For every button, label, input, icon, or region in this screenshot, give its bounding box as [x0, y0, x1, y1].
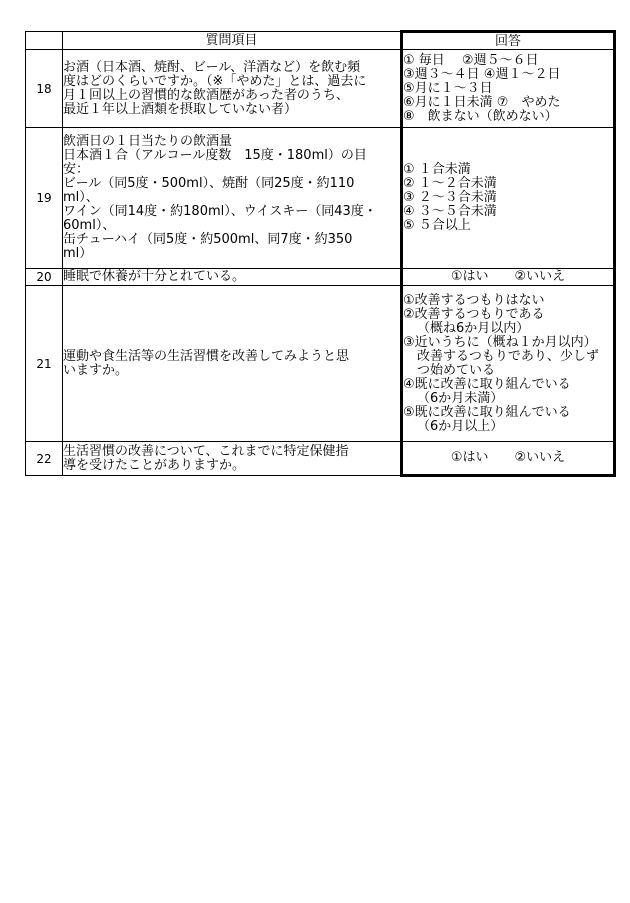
question-line: ワイン（同14度・約180ml）、ウイスキー（同43度・ [63, 204, 377, 219]
question-text [63, 50, 402, 128]
question-row-18 [26, 50, 615, 128]
question-line: 度はどのくらいですか。（※「やめた」とは、過去に [63, 73, 367, 89]
answer-option: ②改善するつもりである [403, 306, 545, 322]
answer-options [402, 286, 615, 442]
question-line: 月１回以上の習慣的な飲酒歴があった者のうち、 [63, 87, 349, 103]
question-line: ml） [63, 246, 93, 261]
header-answer: 回答 [402, 32, 615, 50]
question-line: お酒（日本酒、焼酎、ビール、洋酒など）を飲む頻 [63, 59, 361, 75]
answer-option: ① 毎日 ②週５～６日 [403, 52, 539, 68]
question-number: 20 [26, 269, 63, 286]
header-question: 質問項目 [63, 32, 402, 50]
question-text [63, 442, 402, 476]
question-row-20 [26, 269, 615, 286]
question-row-21 [26, 286, 615, 442]
question-number: 18 [26, 50, 63, 128]
answer-options [402, 128, 615, 269]
answer-options [402, 442, 615, 476]
question-line: ml）、 [63, 190, 99, 205]
question-text [63, 286, 402, 442]
answer-option: つ始めている [417, 362, 496, 378]
question-line: 導を受けたことがありますか。 [63, 457, 246, 473]
answer-option: （概ね6か月以内） [417, 320, 530, 336]
question-line: 安： [63, 162, 90, 177]
question-line: 生活習慣の改善について、これまでに特定保健指 [63, 443, 349, 459]
question-line: ビール（同5度・500ml）、焼酎（同25度・約110 [63, 176, 355, 191]
answer-option: ⑤月に１～３日 [403, 80, 493, 96]
answer-option: ④既に改善に取り組んでいる [403, 376, 571, 392]
answer-option: ⑤既に改善に取り組んでいる [403, 404, 571, 420]
answer-option: ①はい ②いいえ [450, 269, 566, 284]
question-line: 飲酒日の１日当たりの飲酒量 [63, 134, 233, 149]
answer-options [402, 269, 615, 286]
answer-option: ①改善するつもりはない [403, 292, 545, 308]
question-number: 21 [26, 286, 63, 442]
answer-options [402, 50, 615, 128]
question-line: 睡眠で休養が十分とれている。 [63, 269, 246, 284]
answer-option: ①はい ②いいえ [450, 450, 566, 465]
answer-option: （6か月未満） [417, 390, 504, 406]
answer-option: ① １合未満 [403, 162, 471, 177]
question-row-22 [26, 442, 615, 476]
question-line: 最近１年以上酒類を摂取していない者） [63, 101, 298, 117]
answer-option: ④ ３～５合未満 [403, 204, 497, 219]
answer-option: （6か月以上） [417, 418, 504, 434]
answer-option: ② １～２合未満 [403, 176, 497, 191]
answer-option: ⑧ 飲まない（飲めない） [403, 108, 558, 124]
question-row-19 [26, 128, 615, 269]
questionnaire-table [25, 30, 616, 477]
question-text [63, 269, 402, 286]
answer-option: ③週３～４日 ④週１～２日 [403, 66, 561, 82]
answer-option: ⑤ ５合以上 [403, 218, 471, 233]
question-line: 缶チューハイ（同5度・約500ml、同7度・約350 [63, 232, 353, 247]
answer-option: ③ ２～３合未満 [403, 190, 497, 205]
question-number: 19 [26, 128, 63, 269]
question-line: いますか。 [63, 362, 129, 378]
header-number-cell [26, 32, 63, 50]
question-line: 運動や食生活等の生活習慣を改善してみようと思 [63, 348, 350, 364]
header-row [26, 32, 615, 50]
question-line: 60ml）、 [63, 218, 116, 233]
answer-option: 改善するつもりであり、少しず [417, 348, 599, 364]
answer-option: ③近いうちに（概ね１か月以内） [403, 334, 597, 350]
question-line: 日本酒１合（アルコール度数 15度・180ml）の目 [63, 148, 367, 163]
question-text [63, 128, 402, 269]
question-number: 22 [26, 442, 63, 476]
answer-option: ⑥月に１日未満 ⑦ やめた [403, 94, 561, 110]
